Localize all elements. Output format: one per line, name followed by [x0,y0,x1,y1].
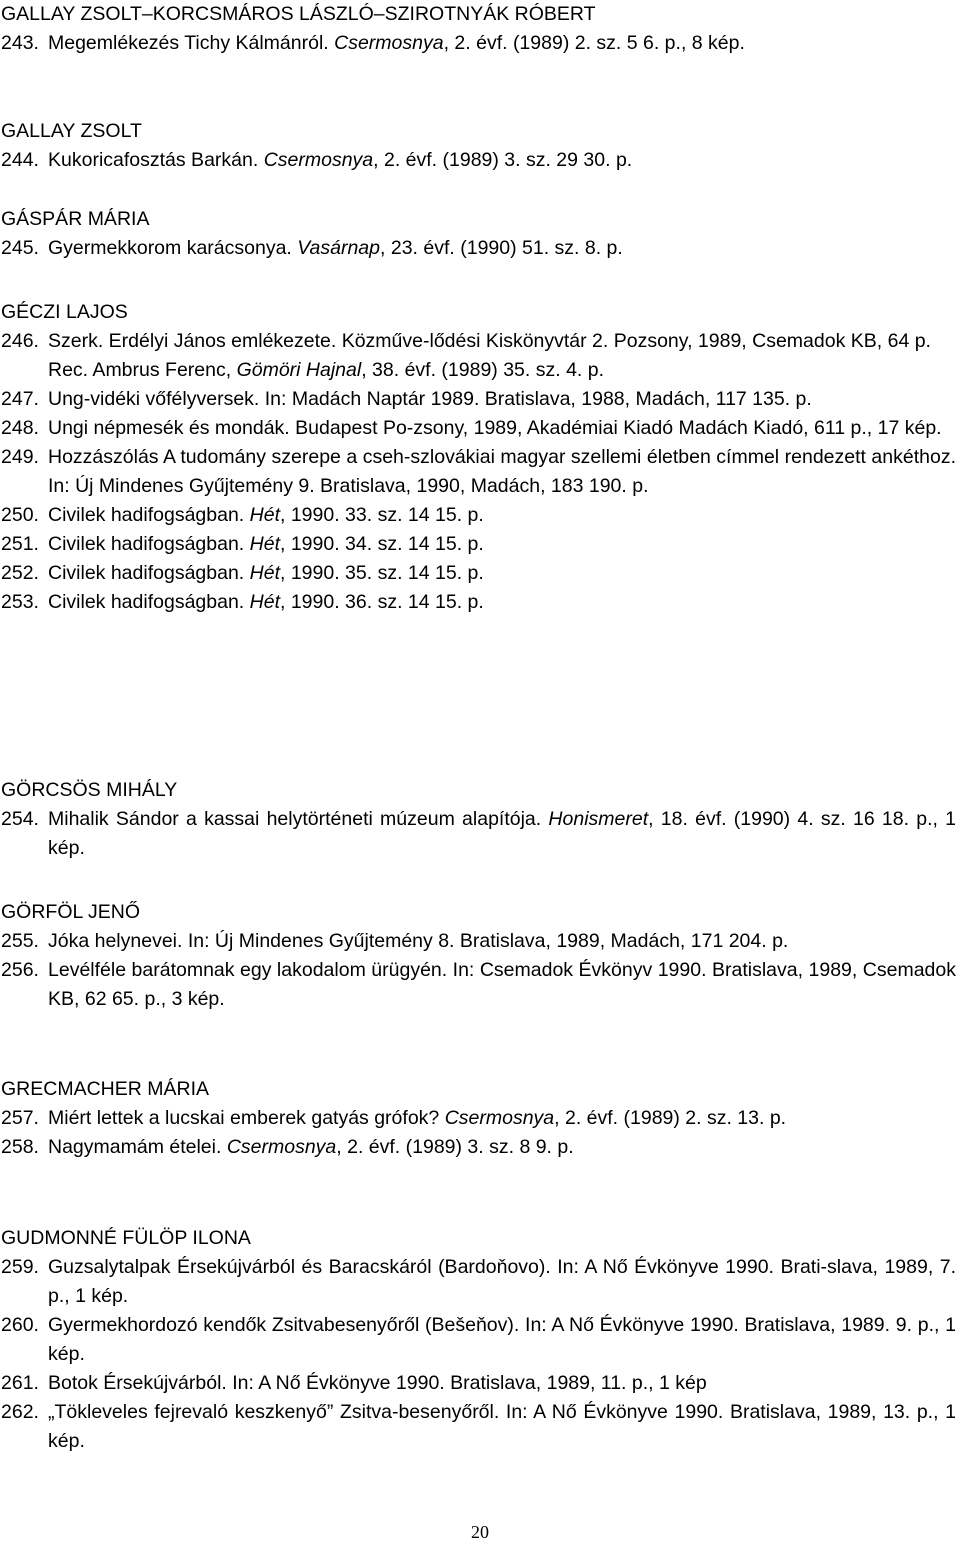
entry-title: Jóka helynevei. In: Új Mindenes Gyűjtemény 8. Bratislava, 1989, Madách, 171 204. p. [48,930,789,952]
entry-journal: Honismeret [548,808,649,830]
entry-title: Ung-vidéki vőfélyversek. In: Madách Naptár 1989. Bratislava, 1988, Madách, 117 135. p. [48,388,812,410]
entry-journal: Csermosnya [226,1136,337,1158]
entry-title: Mihalik Sándor a kassai helytörténeti múzeum alapítója. [48,808,549,830]
entry-details: , 23. évf. (1990) 51. sz. 8. p. [380,237,623,259]
author-heading: GALLAY ZSOLT–KORCSMÁROS LÁSZLÓ–SZIROTNYÁK RÓBERT [1,3,596,25]
author-section [1,1075,956,1162]
author-heading: GÉCZI LAJOS [1,301,128,323]
entry-title: Guzsalytalpak Érsekújvárból és Baracskáról (Bardoňovo). In: A Nő Évkönyve 1990. Brati-slava, 1989, 7. p., 1 kép. [48,1256,956,1307]
entry-number: 252. [1,562,39,584]
entry-number: 258. [1,1136,39,1158]
bibliography-entry [1,1398,956,1456]
bibliography-entry [1,1311,956,1369]
author-section [1,898,956,1014]
entry-number: 254. [1,808,39,830]
entry-title: Miért lettek a lucskai emberek gatyás grófok? [48,1107,445,1129]
entry-number: 253. [1,591,39,613]
entry-title: Levélféle barátomnak egy lakodalom ürügyén. In: Csemadok Évkönyv 1990. Bratislava, 1989, Csemadok KB, 62 65. p., 3 kép. [48,959,956,1010]
entry-details: , 2. évf. (1989) 2. sz. 5 6. p., 8 kép. [443,32,745,54]
entry-title: Kukoricafosztás Barkán. [48,149,264,171]
entry-details: , 2. évf. (1989) 3. sz. 29 30. p. [373,149,633,171]
entry-details: , 1990. 35. sz. 14 15. p. [280,562,484,584]
entry-number: 243. [1,32,39,54]
entry-details: , 2. évf. (1989) 2. sz. 13. p. [554,1107,787,1129]
author-heading: GÖRFÖL JENŐ [1,901,141,923]
entry-journal: Csermosnya [263,149,374,171]
review-prefix: Rec. Ambrus Ferenc, [48,359,237,381]
entry-journal: Hét [249,591,280,613]
bibliography-entry [1,385,956,414]
entry-journal: Vasárnap [297,237,381,259]
bibliography-entry [1,956,956,1014]
author-section [1,205,956,263]
entry-title: Civilek hadifogságban. [48,562,250,584]
bibliography-entry [1,327,956,385]
entry-number: 255. [1,930,39,952]
entry-details: , 1990. 36. sz. 14 15. p. [280,591,484,613]
entry-title: Botok Érsekújvárból. In: A Nő Évkönyve 1990. Bratislava, 1989, 11. p., 1 kép [48,1372,707,1394]
author-section [1,298,956,617]
entry-number: 261. [1,1372,39,1394]
bibliography-entry [1,146,956,175]
bibliography-entry [1,1133,956,1162]
entry-title: Gyermekkorom karácsonya. [48,237,298,259]
author-heading: GRECMACHER MÁRIA [1,1078,210,1100]
entry-number: 259. [1,1256,39,1278]
entry-details: , 18. évf. (1990) 4. sz. 16 18. p., 1 kép. [48,808,956,859]
author-heading: GUDMONNÉ FÜLÖP ILONA [1,1227,251,1249]
entry-title: Hozzászólás A tudomány szerepe a cseh-szlovákiai magyar szellemi életben címmel rendezett ankéthoz. In: Új Mindenes Gyűjtemény 9. Bratislava, 1990, Madách, 183 190. p. [48,446,956,497]
entry-details: , 1990. 34. sz. 14 15. p. [280,533,484,555]
author-heading: GÁSPÁR MÁRIA [1,208,150,230]
bibliography-entry [1,234,956,263]
bibliography-entry [1,1369,956,1398]
entry-number: 257. [1,1107,39,1129]
author-section [1,0,956,58]
entry-number: 247. [1,388,39,410]
author-heading: GALLAY ZSOLT [1,120,142,142]
bibliography-entry [1,805,956,863]
entry-review [48,356,956,385]
bibliography-entry [1,414,956,443]
page-number: 20 [471,1522,489,1542]
review-journal: Gömöri Hajnal [236,359,362,381]
entry-title: Civilek hadifogságban. [48,533,250,555]
entry-title: Nagymamám ételei. [48,1136,227,1158]
entry-number: 256. [1,959,39,981]
bibliography-entry [1,501,956,530]
entry-number: 249. [1,446,39,468]
entry-title: Gyermekhordozó kendők Zsitvabesenyőről (Bešeňov). In: A Nő Évkönyve 1990. Bratislava, 1989. 9. p., 1 kép. [48,1314,956,1365]
author-section [1,1224,956,1456]
bibliography-entry [1,559,956,588]
entry-number: 260. [1,1314,39,1336]
entry-title: Civilek hadifogságban. [48,591,250,613]
bibliography-entry [1,443,956,501]
entry-number: 244. [1,149,39,171]
bibliography-entry [1,1253,956,1311]
entry-number: 248. [1,417,39,439]
entry-number: 262. [1,1401,39,1423]
entry-journal: Hét [249,533,280,555]
entry-journal: Csermosnya [444,1107,555,1129]
entry-details: , 1990. 33. sz. 14 15. p. [280,504,484,526]
entry-journal: Hét [249,504,280,526]
bibliography-entry [1,1104,956,1133]
author-section [1,117,956,175]
entry-number: 250. [1,504,39,526]
author-section [1,776,956,863]
bibliography-entry [1,927,956,956]
entry-title: Megemlékezés Tichy Kálmánról. [48,32,335,54]
bibliography-entry [1,29,956,58]
entry-title: Civilek hadifogságban. [48,504,250,526]
entry-title: Szerk. Erdélyi János emlékezete. Közműve-lődési Kiskönyvtár 2. Pozsony, 1989, Csemadok KB, 64 p. [48,330,931,352]
review-details: , 38. évf. (1989) 35. sz. 4. p. [361,359,605,381]
entry-journal: Hét [249,562,280,584]
bibliography-entry [1,588,956,617]
bibliography-entry [1,530,956,559]
entry-number: 251. [1,533,39,555]
entry-details: , 2. évf. (1989) 3. sz. 8 9. p. [336,1136,574,1158]
entry-title: Ungi népmesék és mondák. Budapest Po-zsony, 1989, Akadémiai Kiadó Madách Kiadó, 611 p., 17 kép. [48,417,942,439]
entry-number: 246. [1,330,39,352]
author-heading: GÖRCSÖS MIHÁLY [1,779,178,801]
entry-journal: Csermosnya [334,32,444,54]
entry-number: 245. [1,237,39,259]
entry-title: „Tökleveles fejrevaló keszkenyő” Zsitva-besenyőről. In: A Nő Évkönyve 1990. Bratislava, 1989, 13. p., 1 kép. [48,1401,956,1452]
